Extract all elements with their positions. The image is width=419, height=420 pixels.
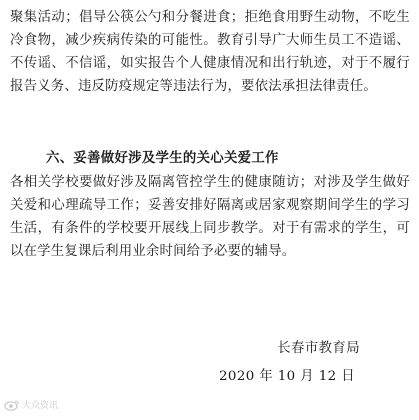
section-heading: 六、妥善做好涉及学生的关心关爱工作 [46,150,279,166]
watermark-text: 大众资讯 [22,401,59,411]
weibo-eye-logo-icon [4,399,20,411]
signature-organization: 长春市教育局 [277,341,360,356]
body-paragraph-2: 各相关学校要做好涉及隔离管控学生的健康随访；对涉及学生做好关爱和心理疏导工作；妥善安排好隔离或居家观察期间学生的学习生活，有条件的学校要开展线上同步教学。对于有需求的学生，可以在学生复课后利用业余时间给予必要的辅导。 [10,175,410,259]
body-paragraph-1: 聚集活动；倡导公筷公勺和分餐进食；拒绝食用野生动物，不吃生冷食物，减少疾病传染的可能性。教育引导广大师生员工不造谣、不传谣、不信谣，如实报告个人健康情况和出行轨迹，对于不履行报告义务、违反防疫规定等违法行为，要依法承担法律责任。 [10,10,410,94]
signature-date: 2020 年 10 月 12 日 [218,369,355,384]
watermark [4,398,58,411]
